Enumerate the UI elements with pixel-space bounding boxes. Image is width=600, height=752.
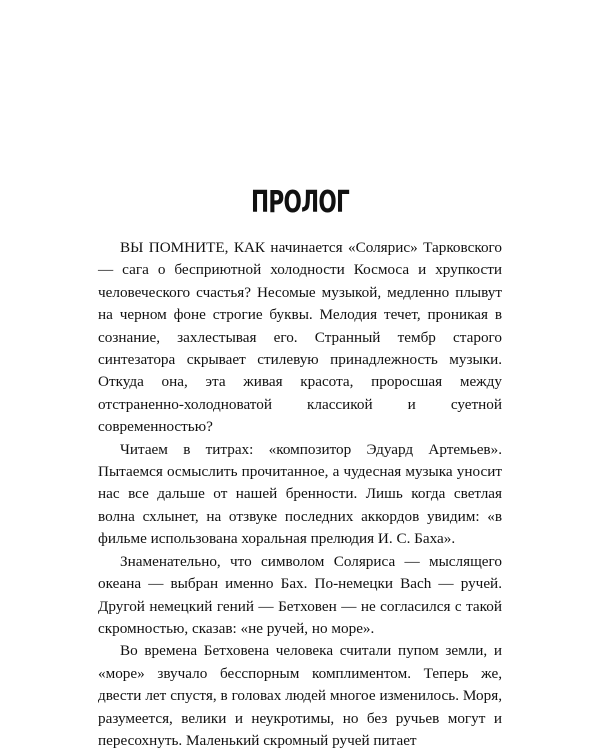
paragraph: Во времена Бетховена человека считали пупом земли, и «море» звучало бесспорным комплиментом. Теперь же, двести лет спустя, в головах людей многое изменилось. Моря, разумеется, велики и неукротимы, но без ручьев могут и пересохнуть. Маленький скромный ручей питает [98,642,502,749]
paragraph: Знаменательно, что символом Соляриса — мыслящего океана — выбран именно Бах. По-немецки Bach — ручей. Другой немецкий гений — Бетховен — не согласился с такой скромностью, сказав: «не ручей, но море». [98,552,502,637]
body-text [98,237,502,752]
chapter-title: ПРОЛОГ [250,185,350,220]
paragraph: Читаем в титрах: «композитор Эдуард Артемьев». Пытаемся осмыслить прочитанное, а чудесная музыка уносит нас все дальше от нашей бренности. Лишь когда светлая волна схлынет, на отзвуке последних аккордов увидим: «в фильме использована хоральная прелюдия И. С. Баха». [98,440,502,548]
paragraph: ВЫ ПОМНИТЕ, КАК начинается «Солярис» Тарковского — сага о бесприютной холодности Космоса и хрупкости человеческого счастья? Несомые музыкой, медленно плывут на черном фоне строгие буквы. Мелодия течет, проникая в сознание, захлестывая его. Странный тембр старого синтезатора скрывает стилевую принадлежность музыки. Откуда она, эта живая красота, проросшая между отстраненно-холодноватой классикой и суетной современностью? [98,239,502,436]
